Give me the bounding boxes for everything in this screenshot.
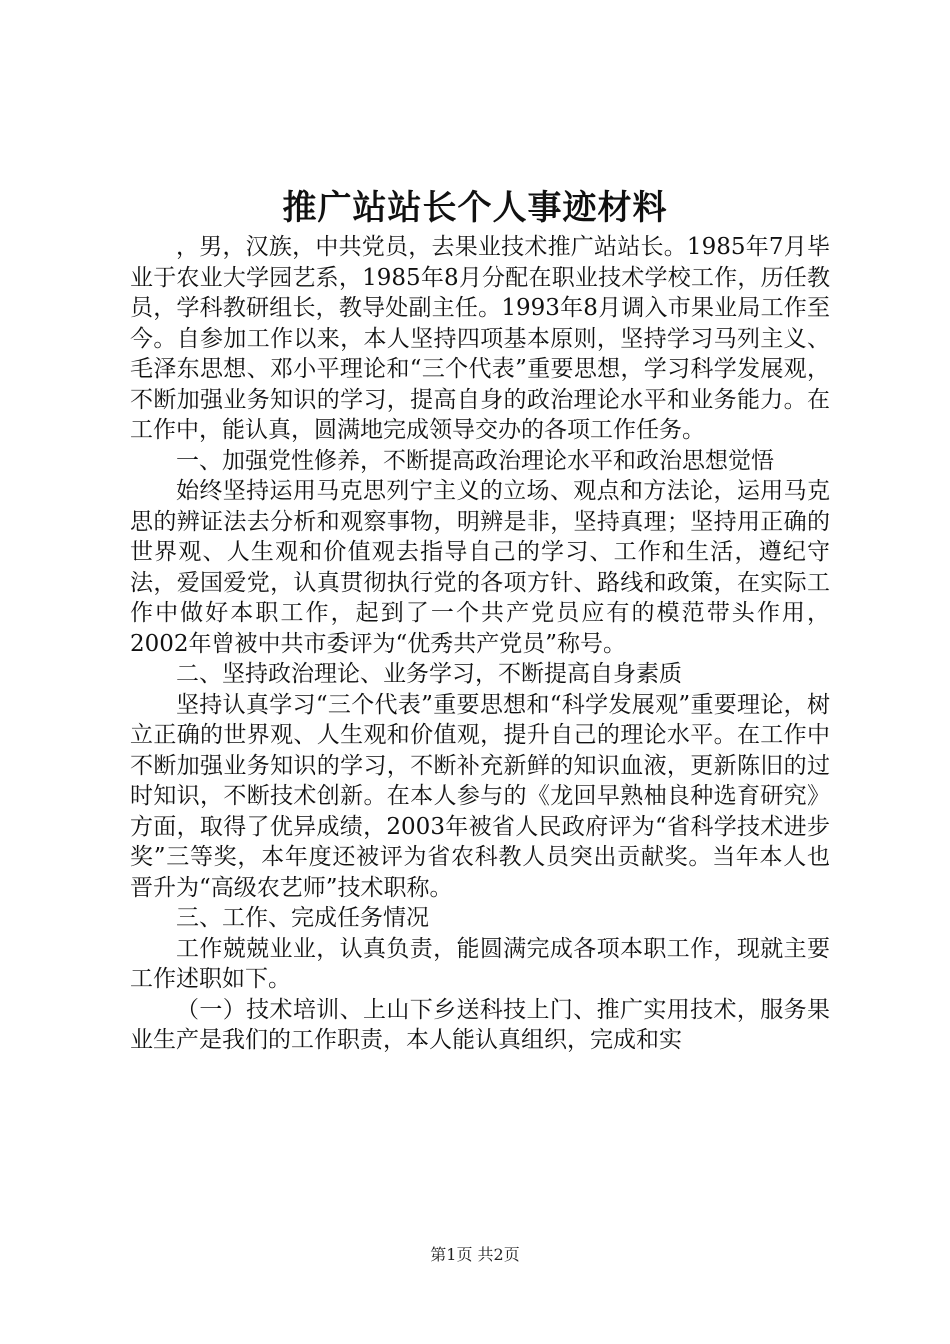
document-body [130,232,830,1056]
page-number-footer: 第1页 共2页 [430,1245,520,1264]
document-title: 推广站站长个人事迹材料 [282,188,668,228]
section-1-paragraph: 始终坚持运用马克思列宁主义的立场、观点和方法论，运用马克思的辨证法去分析和观察事物，明辨是非，坚持真理；坚持用正确的世界观、人生观和价值观去指导自己的学习、工作和生活，遵纪守法，爱国爱党，认真贯彻执行党的各项方针、路线和政策，在实际工作中做好本职工作，起到了一个共产党员应有的模范带头作用，2002年曾被中共市委评为“优秀共产党员”称号。 [130,478,830,657]
section-heading-1: 一、加强党性修养，不断提高政治理论水平和政治思想觉悟 [176,447,774,474]
subsection-1-paragraph: （一）技术培训、上山下乡送科技上门、推广实用技术，服务果业生产是我们的工作职责，本人能认真组织，完成和实 [130,996,830,1053]
intro-paragraph: ，男，汉族，中共党员，去果业技术推广站站长。1985年7月毕业于农业大学园艺系，1985年8月分配在职业技术学校工作，历任教员，学科教研组长，教导处副主任。1993年8月调入市果业局工作至今。自参加工作以来，本人坚持四项基本原则，坚持学习马列主义、毛泽东思想、邓小平理论和“三个代表”重要思想，学习科学发展观，不断加强业务知识的学习，提高自身的政治理论水平和业务能力。在工作中，能认真，圆满地完成领导交办的各项工作任务。 [130,234,830,443]
section-heading-2: 二、坚持政治理论、业务学习，不断提高自身素质 [176,661,682,687]
section-3-paragraph: 工作兢兢业业，认真负责，能圆满完成各项本职工作，现就主要工作述职如下。 [130,935,830,992]
section-2-paragraph: 坚持认真学习“三个代表”重要思想和“科学发展观”重要理论，树立正确的世界观、人生观和价值观，提升自己的理论水平。在工作中不断加强业务知识的学习，不断补充新鲜的知识血液，更新陈旧的过时知识，不断技术创新。在本人参与的《龙回早熟柚良种选育研究》方面，取得了优异成绩，2003年被省人民政府评为“省科学技术进步奖”三等奖，本年度还被评为省农科教人员突出贡献奖。当年本人也晋升为“高级农艺师”技术职称。 [130,691,830,901]
section-heading-3: 三、工作、完成任务情况 [176,905,429,931]
